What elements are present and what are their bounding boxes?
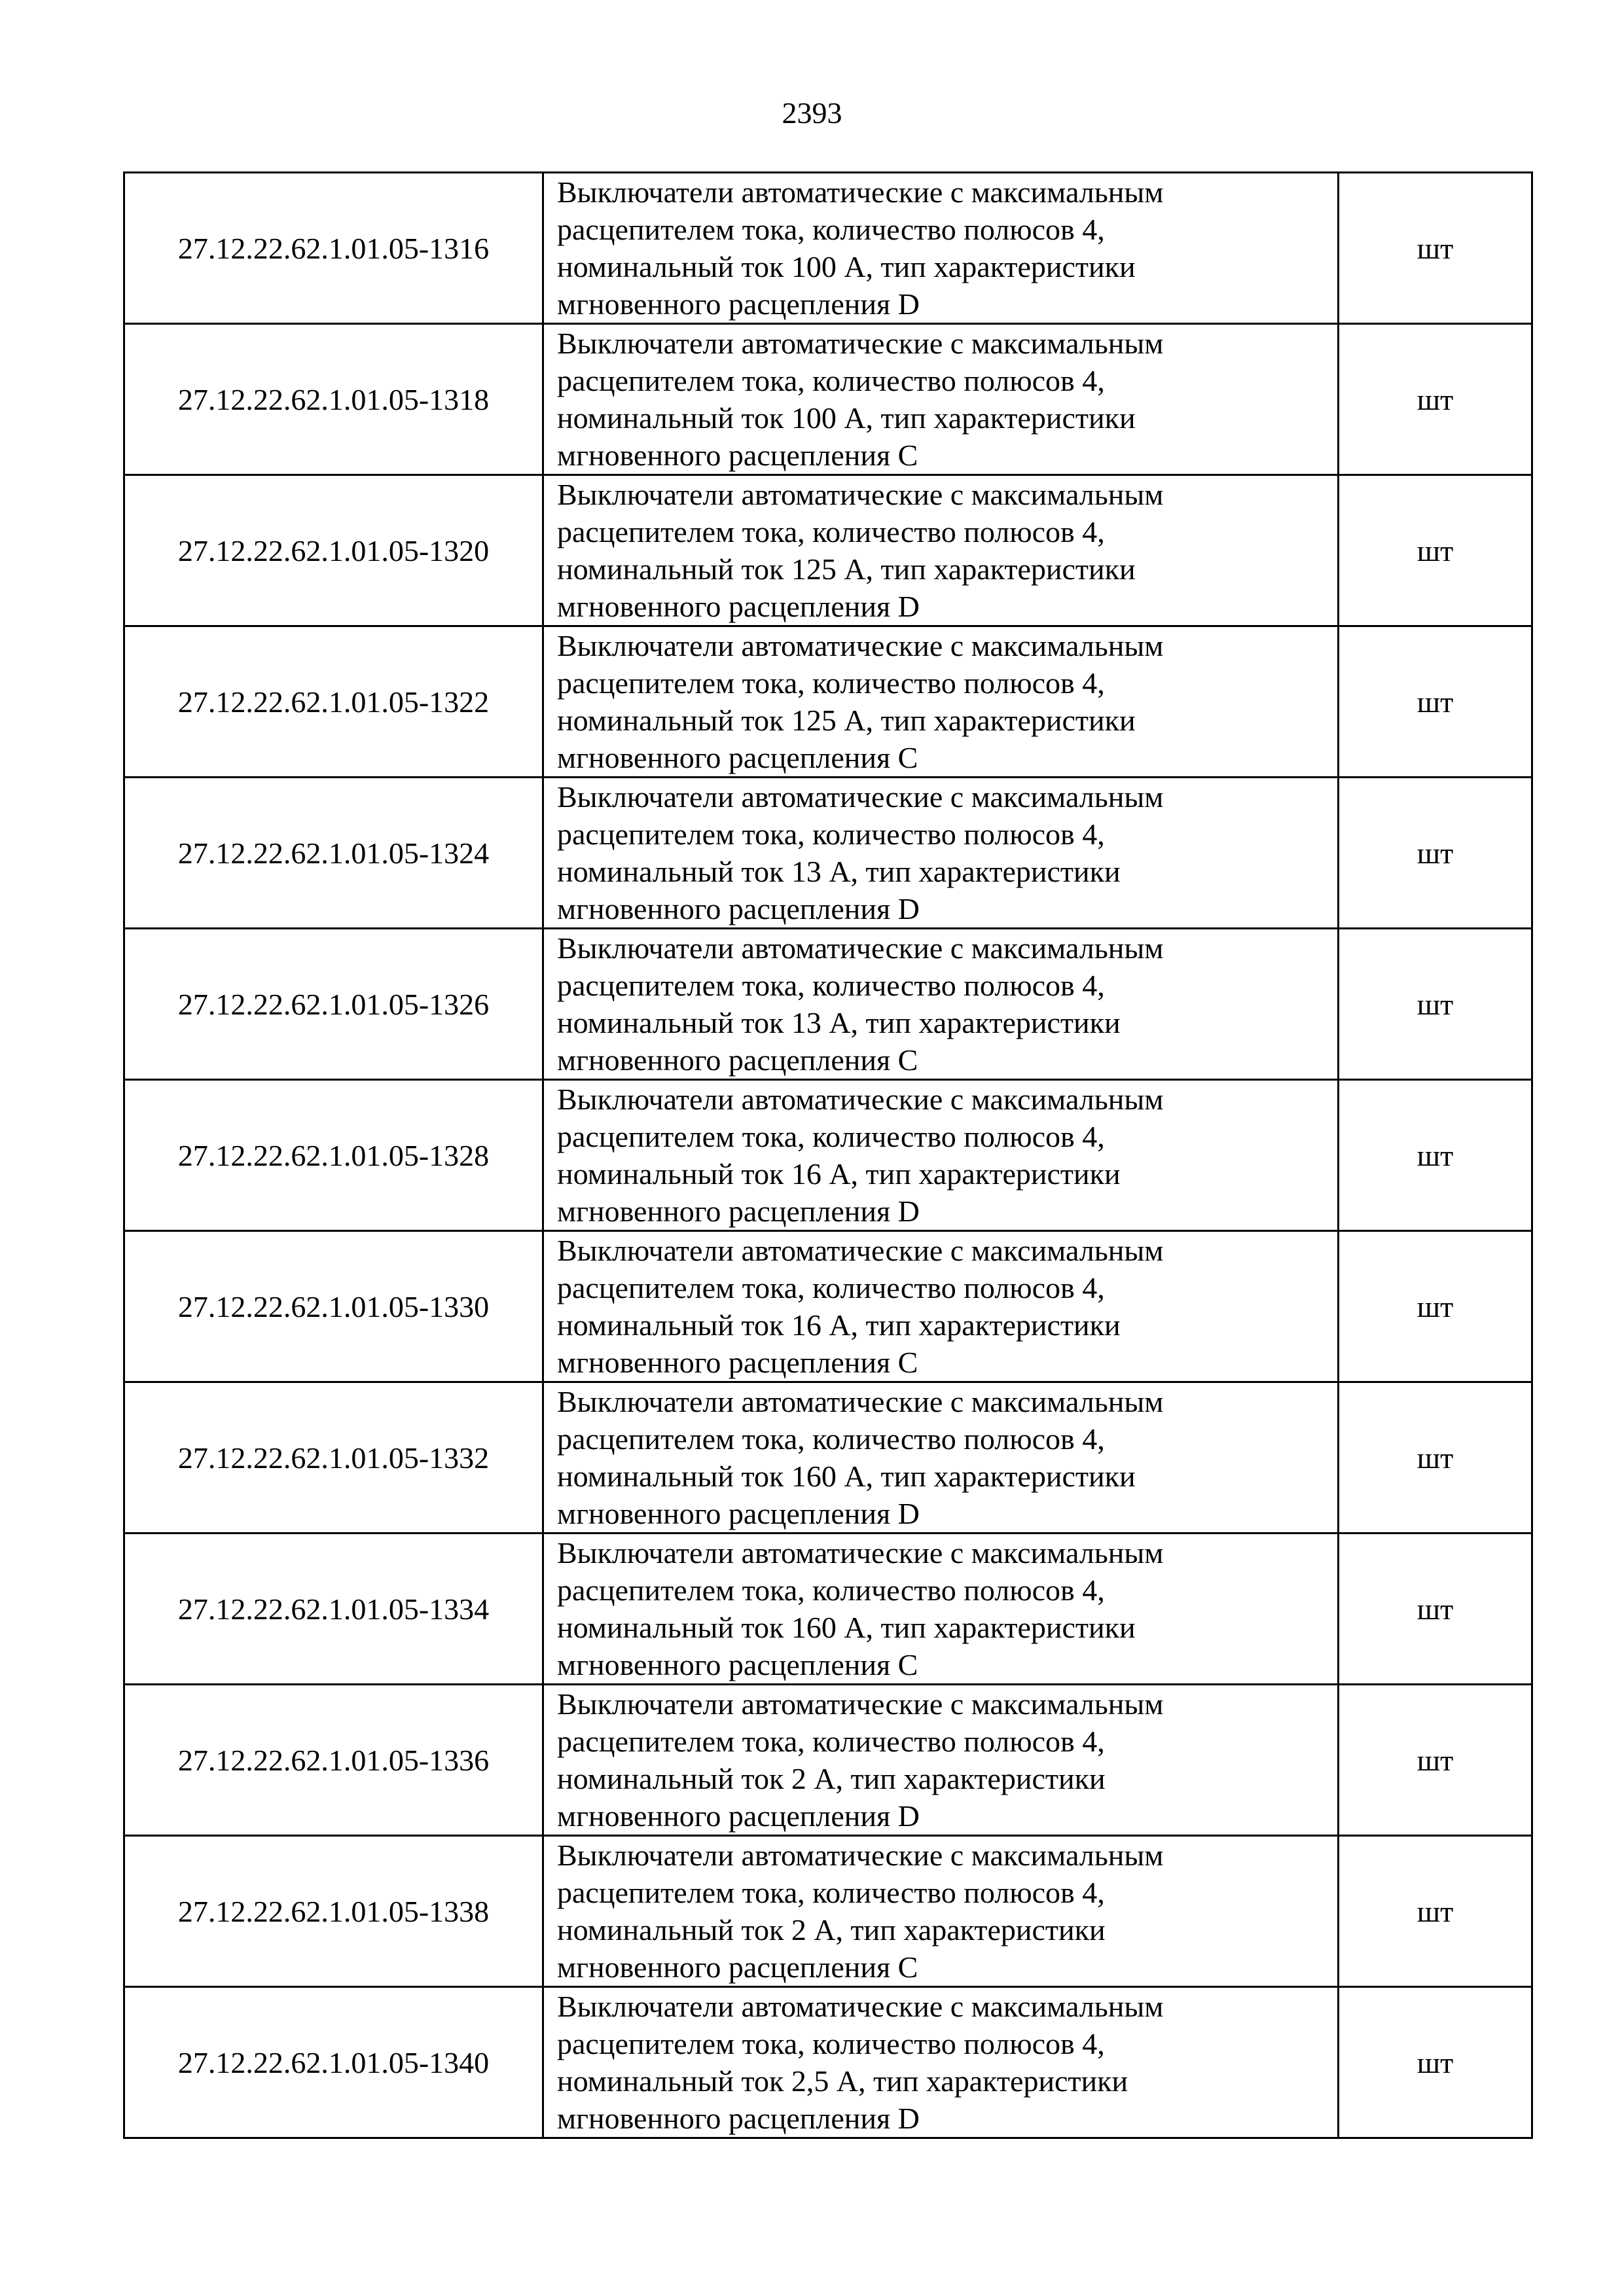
unit-cell: шт	[1339, 324, 1532, 475]
description-line: расцепителем тока, количество полюсов 4,	[557, 1573, 1105, 1607]
description-line: мгновенного расцепления С	[557, 741, 918, 774]
table-row	[124, 324, 1532, 475]
resource-code-cell: 27.12.22.62.1.01.05-1340	[124, 1987, 543, 2138]
table-row	[124, 1987, 1532, 2138]
description-cell	[543, 626, 1339, 778]
description-cell	[543, 1836, 1339, 1987]
description-line: расцепителем тока, количество полюсов 4,	[557, 666, 1105, 700]
resource-code-cell: 27.12.22.62.1.01.05-1320	[124, 475, 543, 626]
unit-cell: шт	[1339, 1231, 1532, 1382]
resource-code-cell: 27.12.22.62.1.01.05-1318	[124, 324, 543, 475]
description-line: расцепителем тока, количество полюсов 4,	[557, 1422, 1105, 1456]
description-cell	[543, 1534, 1339, 1685]
description-line: мгновенного расцепления D	[557, 1799, 920, 1833]
resource-code-cell: 27.12.22.62.1.01.05-1330	[124, 1231, 543, 1382]
table-row	[124, 1685, 1532, 1836]
description-line: расцепителем тока, количество полюсов 4,	[557, 1271, 1105, 1304]
description-line: Выключатели автоматические с максимальным	[557, 1385, 1164, 1418]
unit-cell: шт	[1339, 1534, 1532, 1685]
table-row	[124, 778, 1532, 929]
description-line: мгновенного расцепления D	[557, 1497, 920, 1530]
description-line: мгновенного расцепления D	[557, 892, 920, 925]
unit-cell: шт	[1339, 475, 1532, 626]
description-line: мгновенного расцепления С	[557, 1043, 918, 1077]
table-row	[124, 1836, 1532, 1987]
description-line: мгновенного расцепления D	[557, 590, 920, 623]
unit-cell: шт	[1339, 929, 1532, 1080]
description-line: Выключатели автоматические с максимальным	[557, 1990, 1164, 2023]
description-line: номинальный ток 16 А, тип характеристики	[557, 1157, 1121, 1191]
unit-cell: шт	[1339, 1685, 1532, 1836]
description-line: Выключатели автоматические с максимальным	[557, 175, 1164, 209]
unit-cell: шт	[1339, 626, 1532, 778]
description-line: номинальный ток 100 А, тип характеристики	[557, 401, 1136, 435]
description-cell	[543, 1987, 1339, 2138]
table-row	[124, 1231, 1532, 1382]
description-line: Выключатели автоматические с максимальным	[557, 1234, 1164, 1267]
description-line: номинальный ток 125 А, тип характеристики	[557, 552, 1136, 586]
description-cell	[543, 475, 1339, 626]
table-row	[124, 475, 1532, 626]
description-line: Выключатели автоматические с максимальным	[557, 478, 1164, 511]
description-line: расцепителем тока, количество полюсов 4,	[557, 817, 1105, 851]
table-row	[124, 1534, 1532, 1685]
description-line: мгновенного расцепления С	[557, 1648, 918, 1681]
description-line: расцепителем тока, количество полюсов 4,	[557, 969, 1105, 1002]
catalog-table	[123, 171, 1533, 2139]
resource-code-cell: 27.12.22.62.1.01.05-1328	[124, 1080, 543, 1231]
description-line: номинальный ток 2 А, тип характеристики	[557, 1913, 1106, 1946]
description-cell	[543, 1685, 1339, 1836]
page-number: 2393	[782, 96, 842, 130]
description-cell	[543, 1231, 1339, 1382]
description-line: расцепителем тока, количество полюсов 4,	[557, 213, 1105, 246]
description-line: мгновенного расцепления С	[557, 439, 918, 472]
description-line: номинальный ток 100 А, тип характеристики	[557, 250, 1136, 283]
description-cell	[543, 929, 1339, 1080]
description-line: расцепителем тока, количество полюсов 4,	[557, 1876, 1105, 1909]
description-cell	[543, 173, 1339, 324]
resource-code-cell: 27.12.22.62.1.01.05-1334	[124, 1534, 543, 1685]
description-line: номинальный ток 2,5 А, тип характеристики	[557, 2064, 1128, 2098]
description-line: мгновенного расцепления С	[557, 1346, 918, 1379]
description-line: Выключатели автоматические с максимальным	[557, 327, 1164, 360]
table-row	[124, 1080, 1532, 1231]
description-line: номинальный ток 16 А, тип характеристики	[557, 1308, 1121, 1342]
description-cell	[543, 324, 1339, 475]
description-line: номинальный ток 13 А, тип характеристики	[557, 855, 1121, 888]
catalog-table-body	[124, 173, 1532, 2138]
description-line: номинальный ток 2 А, тип характеристики	[557, 1762, 1106, 1795]
unit-cell: шт	[1339, 778, 1532, 929]
table-row	[124, 626, 1532, 778]
description-line: мгновенного расцепления D	[557, 287, 920, 321]
description-line: номинальный ток 125 А, тип характеристики	[557, 704, 1136, 737]
resource-code-cell: 27.12.22.62.1.01.05-1336	[124, 1685, 543, 1836]
table-row	[124, 929, 1532, 1080]
resource-code-cell: 27.12.22.62.1.01.05-1332	[124, 1382, 543, 1534]
table-row	[124, 173, 1532, 324]
description-line: расцепителем тока, количество полюсов 4,	[557, 515, 1105, 548]
unit-cell: шт	[1339, 173, 1532, 324]
description-cell	[543, 1080, 1339, 1231]
description-line: расцепителем тока, количество полюсов 4,	[557, 1725, 1105, 1758]
unit-cell: шт	[1339, 1382, 1532, 1534]
description-line: мгновенного расцепления D	[557, 2102, 920, 2135]
description-line: расцепителем тока, количество полюсов 4,	[557, 2027, 1105, 2060]
description-line: расцепителем тока, количество полюсов 4,	[557, 364, 1105, 397]
resource-code-cell: 27.12.22.62.1.01.05-1324	[124, 778, 543, 929]
description-line: Выключатели автоматические с максимальным	[557, 1083, 1164, 1116]
unit-cell: шт	[1339, 1987, 1532, 2138]
description-line: Выключатели автоматические с максимальным	[557, 1839, 1164, 1872]
description-line: мгновенного расцепления С	[557, 1950, 918, 1984]
description-line: мгновенного расцепления D	[557, 1194, 920, 1228]
description-line: номинальный ток 13 А, тип характеристики	[557, 1006, 1121, 1039]
unit-cell: шт	[1339, 1836, 1532, 1987]
resource-code-cell: 27.12.22.62.1.01.05-1326	[124, 929, 543, 1080]
description-line: Выключатели автоматические с максимальным	[557, 1536, 1164, 1570]
resource-code-cell: 27.12.22.62.1.01.05-1316	[124, 173, 543, 324]
description-line: расцепителем тока, количество полюсов 4,	[557, 1120, 1105, 1153]
unit-cell: шт	[1339, 1080, 1532, 1231]
description-line: Выключатели автоматические с максимальным	[557, 780, 1164, 814]
description-line: Выключатели автоматические с максимальным	[557, 1687, 1164, 1721]
resource-code-cell: 27.12.22.62.1.01.05-1338	[124, 1836, 543, 1987]
description-line: Выключатели автоматические с максимальным	[557, 931, 1164, 965]
resource-code-cell: 27.12.22.62.1.01.05-1322	[124, 626, 543, 778]
description-line: Выключатели автоматические с максимальным	[557, 629, 1164, 662]
table-row	[124, 1382, 1532, 1534]
description-cell	[543, 1382, 1339, 1534]
description-line: номинальный ток 160 А, тип характеристики	[557, 1611, 1136, 1644]
description-cell	[543, 778, 1339, 929]
description-line: номинальный ток 160 А, тип характеристики	[557, 1460, 1136, 1493]
